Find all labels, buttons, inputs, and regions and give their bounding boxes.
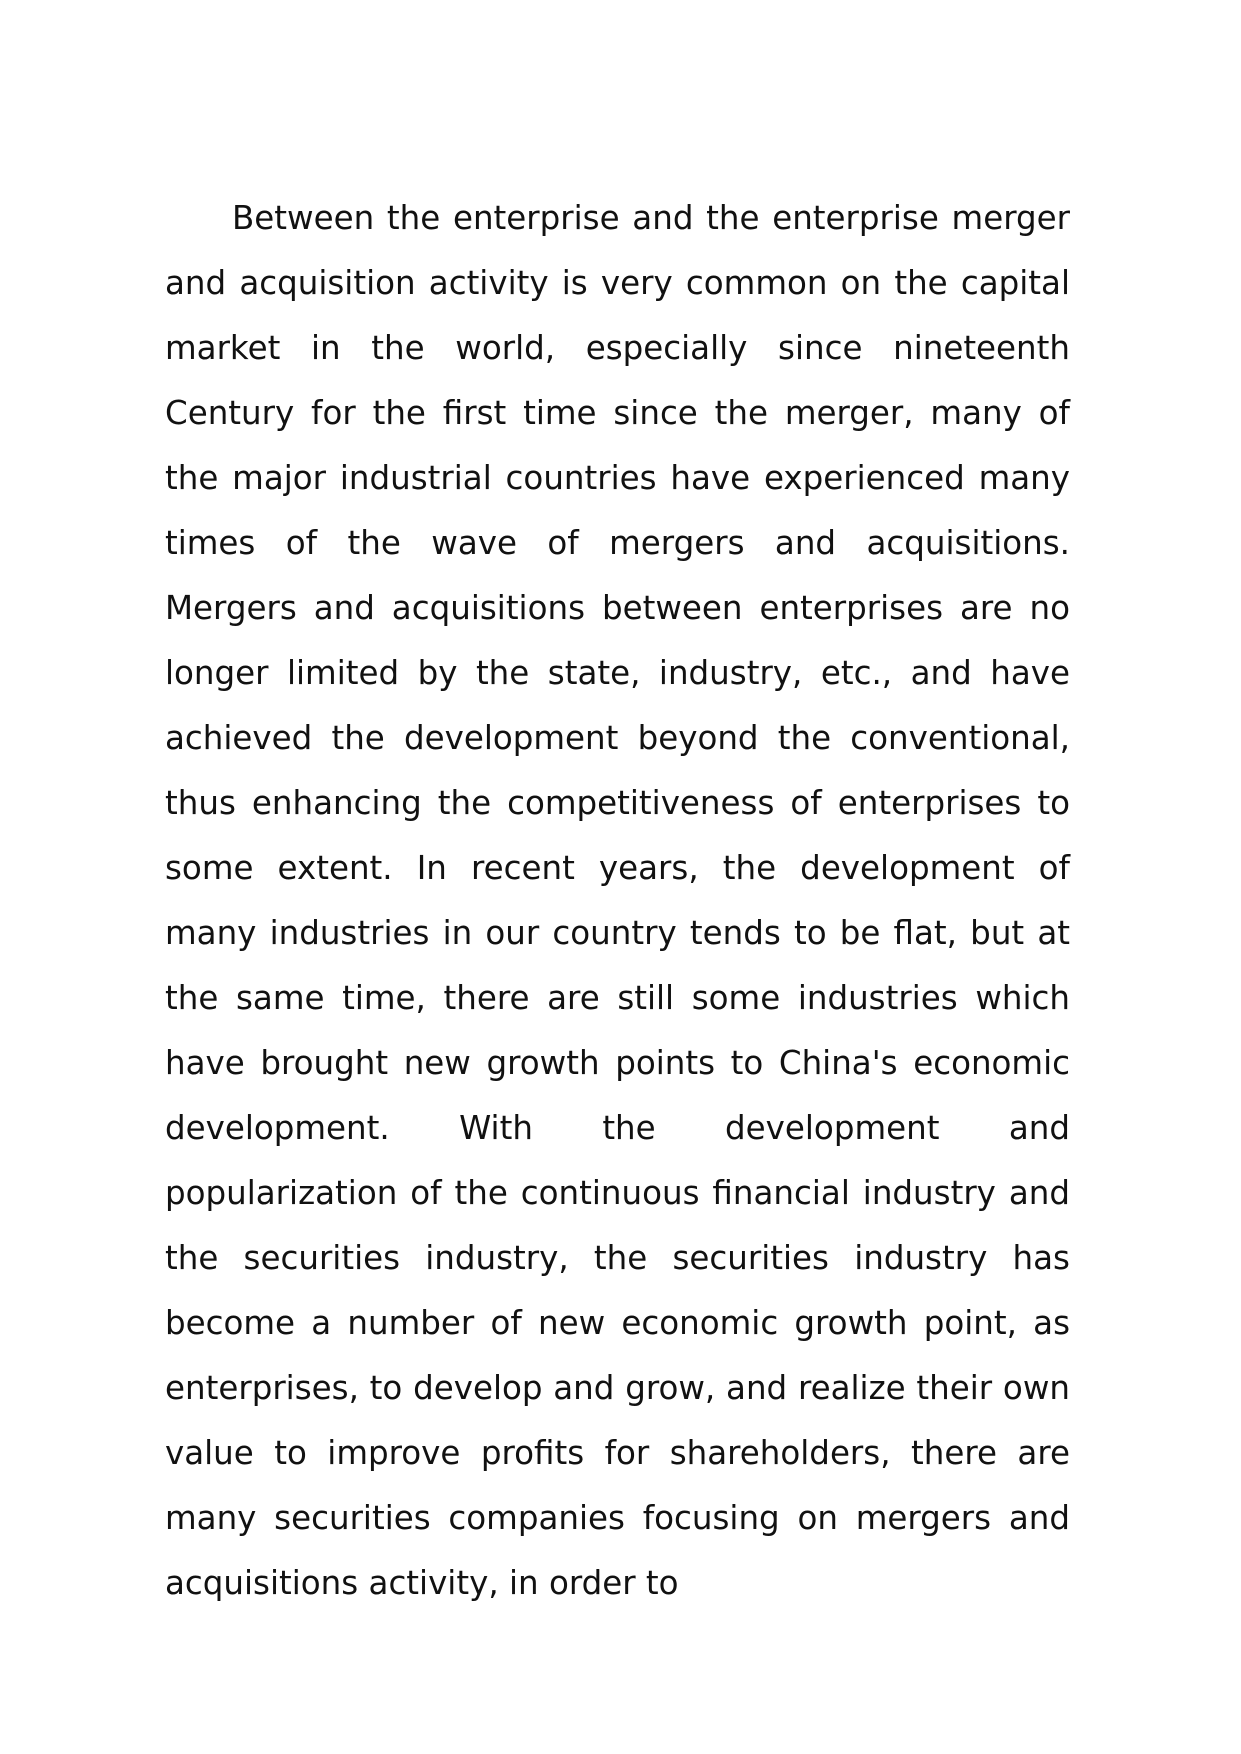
body-paragraph: Between the enterprise and the enterprise merger and acquisition activity is very common on the capital market in the world, especially since nineteenth Century for the first time since the merger, many of the major industrial countries have experienced many times of the wave of mergers and acquisitions. Mergers and acquisitions between enterprises are no longer limited by the state, industry, etc., and have achieved the development beyond the conventional, thus enhancing the competitiveness of enterprises to some extent. In recent years, the development of many industries in our country tends to be flat, but at the same time, there are still some industries which have brought new growth points to China's economic development. With the development and popularization of the continuous financial industry and the securities industry, the securities industry has become a number of new economic growth point, as enterprises, to develop and grow, and realize their own value to improve profits for shareholders, there are many securities companies focusing on mergers and acquisitions activity, in order to — [165, 199, 1070, 1602]
